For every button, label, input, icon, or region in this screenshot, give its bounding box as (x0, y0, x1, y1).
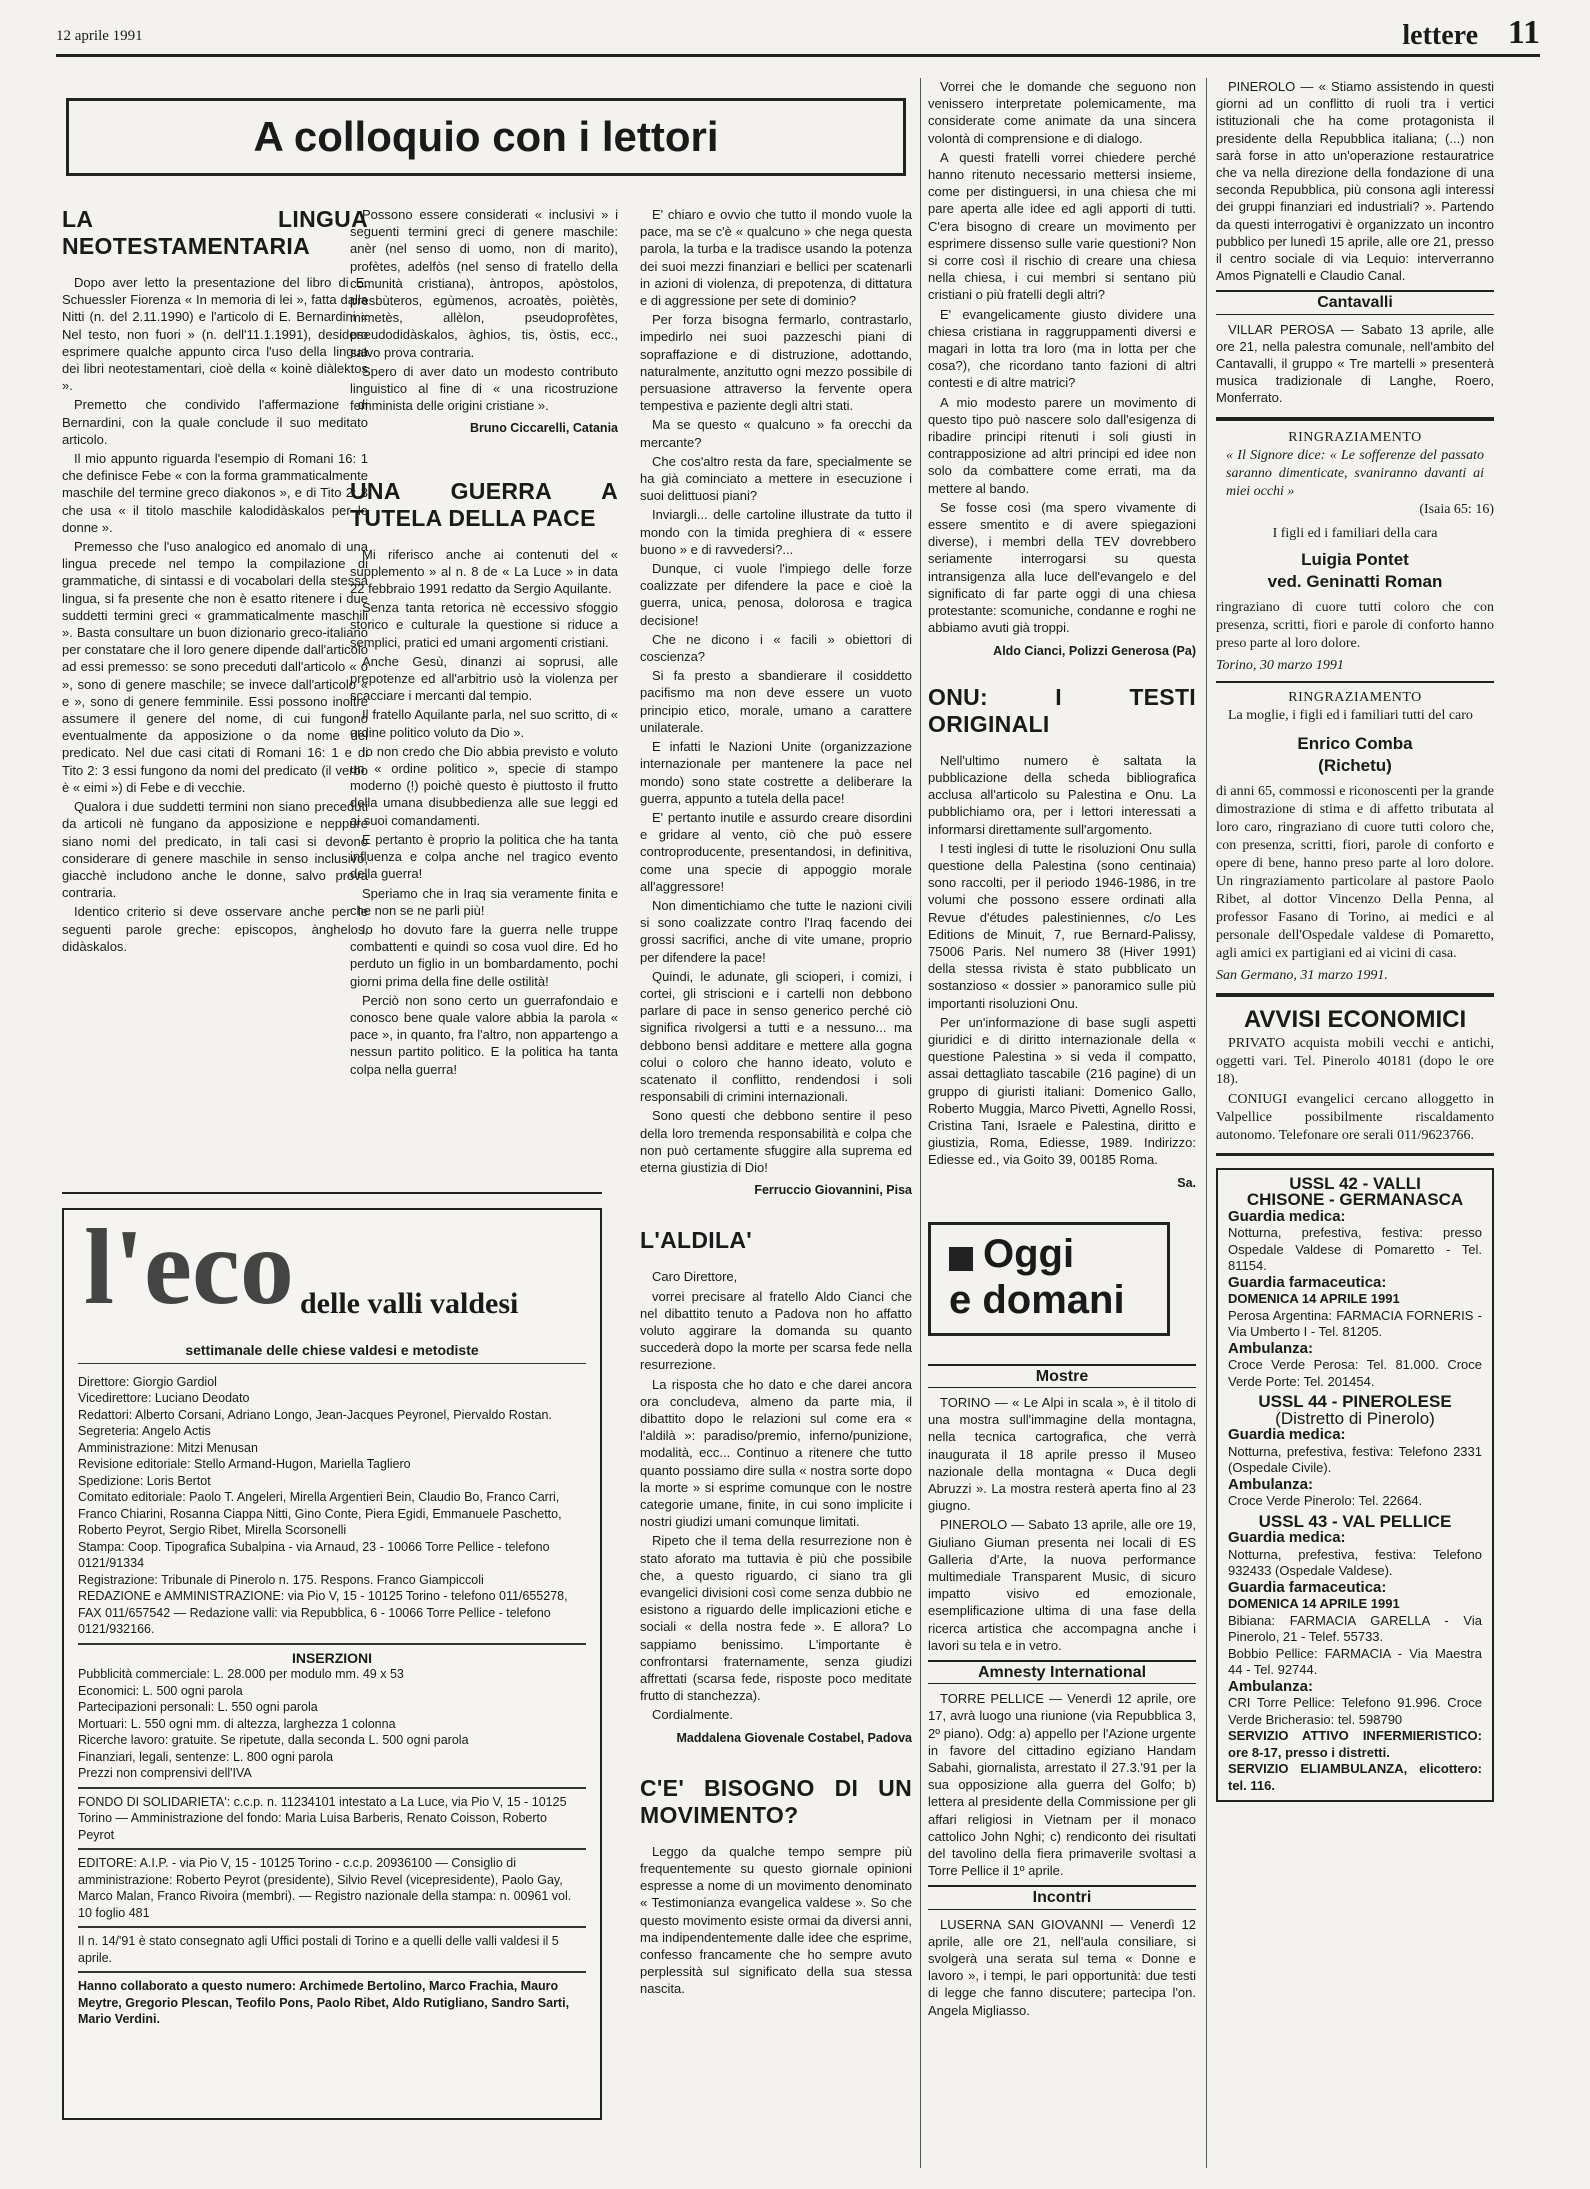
inserzione-line: Economici: L. 500 ogni parola (78, 1683, 243, 1698)
cantavalli-heading: Cantavalli (1216, 290, 1494, 314)
ringraziamento-heading: RINGRAZIAMENTO (1288, 689, 1422, 705)
article-paragraph: Io non credo che Dio abbia previsto e voluto un « ordine politico », specie di stampo moderno (!) poichè questo è piuttosto il frutto della umana disubbedienza alle sue leggi ed ai suoi comandamenti. (350, 743, 618, 828)
article-paragraph: Il mio appunto riguarda l'esempio di Romani 16: 1 che definisce Febe « con la forma grammaticalmente maschile del termine greco diakonos », e di Tito 2: 3 che usa « il titolo maschile kalodidàskalos per le donne ». (62, 451, 368, 535)
article-paragraph: Caro Direttore, (652, 1269, 738, 1285)
inserzioni-heading: INSERZIONI (291, 1649, 373, 1666)
ussl-title-line2: CHISONE - GERMANASCA (1246, 1190, 1464, 1210)
article-title: UNA GUERRA A TUTELA DELLA PACE (350, 477, 618, 531)
article-title: ONU: I TESTI ORIGINALI (928, 683, 1196, 737)
article-paragraph: Mi riferisco anche ai contenuti del « supplemento » al n. 8 de « La Luce » in data 22 febbraio 1991 redatto da Sergio Aquilante. (350, 546, 618, 597)
article-paragraph: Sono questi che debbono sentire il peso della loro tremenda responsabilità e colpa che non può certamente sfuggire alla suprema ed eterna giustizia di Dio! (640, 1108, 912, 1175)
ussl-text: Croce Verde Perosa: Tel. 81.000. Croce Verde Porte: Tel. 201454. (1228, 1357, 1482, 1389)
ringraziamento-ref: (Isaia 65: 16) (1419, 501, 1494, 517)
ussl-label: Guardia farmaceutica: (1228, 1578, 1387, 1596)
ringraziamento-quote: « Il Signore dice: « Le sofferenze del passato saranno dimenticate, svaniranno davanti ai miei occhi » (1226, 447, 1484, 499)
ussl-box (1216, 1168, 1494, 1803)
masthead-line: Comitato editoriale: Paolo T. Angeleri, Mirella Argentieri Bein, Claudio Bo, Franco Carri, Franco Chiarini, Rosanna Ciappa Nitti, Gino Conte, Piera Egidi, Emmanuele Paschetto, Roberto Peyrot, Sergio Ribet, Mirella Scorsonelli (78, 1490, 562, 1537)
avviso-item: PRIVATO acquista mobili vecchi e antichi, oggetti vari. Tel. Pinerolo 40181 (dopo le ore 18). (1216, 1035, 1494, 1087)
article-movimento-continued (928, 78, 1196, 2019)
incontri-paragraph: LUSERNA SAN GIOVANNI — Venerdì 12 aprile, alle ore 21, nell'aula consiliare, si svolgerà una serata sul tema « Donne e lavoro », i tempi, le pari opportunità: due testi di legge che fanno discutere; partecipa l'on. Angela Migliasso. (928, 1916, 1196, 2018)
masthead-line: Direttore: Giorgio Gardiol (78, 1374, 217, 1389)
masthead-logo-tail: delle valli valdesi (300, 1287, 519, 1320)
ringraziamento-intro: I figli ed i familiari della cara (1272, 525, 1438, 541)
article-paragraph: E' evangelicamente giusto dividere una chiesa cristiana in raggruppamenti diversi e magari in lotta tra loro (ma in lotta per che cosa?), che ricordano tanto fazioni di altri contesti e di altre matrici? (928, 306, 1196, 391)
ussl-label: Ambulanza: (1228, 1339, 1314, 1357)
ussl-text: SERVIZIO ATTIVO INFERMIERISTICO: ore 8-17, presso i distretti. (1228, 1728, 1482, 1760)
inserzione-line: Ricerche lavoro: gratuite. Se ripetute, dalla seconda L. 500 ogni parola (78, 1733, 469, 1747)
ringraziamento-heading: RINGRAZIAMENTO (1288, 429, 1422, 445)
article-paragraph: Che ne dicono i « facili » obiettori di coscienza? (640, 631, 912, 665)
deceased-name-line2: (Richetu) (1318, 755, 1392, 775)
feature-title: A colloquio con i lettori (253, 113, 719, 160)
masthead-consegnato: Il n. 14/'91 è stato consegnato agli Uffici postali di Torino e a quelli delle valli valdesi il 5 aprile. (78, 1934, 559, 1965)
article-paragraph: E pertanto è proprio la politica che ha tanta influenza e colpa anche nel tragico evento della guerra! (350, 831, 618, 882)
inserzione-line: Prezzi non comprensivi dell'IVA (78, 1766, 252, 1780)
article-signature: Aldo Cianci, Polizzi Generosa (Pa) (993, 643, 1196, 658)
ussl-text: Notturna, prefestiva, festiva: presso Ospedale Valdese di Pomaretto - Tel. 81154. (1228, 1225, 1482, 1274)
amnesty-heading: Amnesty International (928, 1660, 1196, 1684)
article-paragraph: Nell'ultimo numero è saltata la pubblicazione della scheda bibliografica acclusa all'articolo su Palestina e Onu. La pubblichiamo ora, per i lettori interessati a informarsi direttamente sull'argomento. (928, 752, 1196, 837)
ussl-label: Guardia farmaceutica: (1228, 1273, 1387, 1291)
ussl-text: Croce Verde Pinerolo: Tel. 22664. (1228, 1493, 1423, 1509)
deceased-name: Enrico Comba (1297, 733, 1413, 753)
ringraziamento-body: di anni 65, commossi e riconoscenti per la grande dimostrazione di stima e di affetto tributata al loro caro, ringraziano di cuore tutti coloro che, con presenza, scritti, fiori, parole di conforto e opere di bene, hanno preso parte al loro dolore. Un ringraziamento particolare al pastore Paolo Ribet, al dottor Vincenzo Della Penna, al professor Fasano di Torino, ai medici e al personale dell'Ospedale valdese di Pomaretto, agli amici ex partigiani ed ai vicini di casa. (1216, 783, 1494, 961)
article-paragraph: Inviargli... delle cartoline illustrate da tutto il mondo con la timida preghiera di « essere buono » e di ravvedersi?... (640, 507, 912, 557)
article-paragraph: Non dimentichiamo che tutte le nazioni civili si sono coalizzate contro l'Iraq facendo dei grossi sacrifici, anche di vite umane, proprio per difendere la pace! (640, 897, 912, 965)
section-rule (62, 1192, 602, 1194)
page-header (56, 14, 1540, 56)
article-paragraph: vorrei precisare al fratello Aldo Cianci che nel dibattito tenuto a Padova non ho affatto voluto aggirare la domanda su quanto succederà dopo la morte per scarsa fede nella resurrezione. (640, 1288, 912, 1373)
masthead-line: Vicedirettore: Luciano Deodato (78, 1391, 250, 1405)
masthead-line: Revisione editoriale: Stello Armand-Hugon, Mariella Tagliero (78, 1457, 411, 1471)
ringraziamento-pontet (1216, 429, 1494, 675)
ringraziamento-place-date: Torino, 30 marzo 1991 (1216, 657, 1344, 673)
article-signature: Sa. (1177, 1175, 1196, 1190)
inserzione-line: Pubblicità commerciale: L. 28.000 per modulo mm. 49 x 53 (78, 1667, 404, 1681)
inserzione-line: Mortuari: L. 550 ogni mm. di altezza, larghezza 1 colonna (78, 1716, 396, 1731)
ussl-label: Ambulanza: (1228, 1475, 1314, 1493)
inserzione-line: Partecipazioni personali: L. 550 ogni parola (78, 1700, 318, 1714)
article-paragraph: Cordialmente. (652, 1707, 733, 1723)
ussl-label: Guardia medica: (1228, 1426, 1346, 1444)
masthead-line: Redattori: Alberto Corsani, Adriano Longo, Jean-Jacques Peyronel, Piervaldo Rostan. (78, 1407, 552, 1422)
article-paragraph: La risposta che ho dato e che darei ancora ora concludeva, almeno da parte mia, il dibattito dopo le relazioni sul come era « l'aldilà »: paradiso/premio, inferno/punizione, modalità, ecc... Continuo a ritenere che tutto quanto possiamo dire sulla « nostra sorte dopo la morte » si esprime comunque con le nostre categorie umane, finite, in cui sono implicite i nostri giudizi umani comunque limitati. (640, 1376, 912, 1530)
article-paragraph: Dopo aver letto la presentazione del libro di E. Schuessler Fiorenza « In memoria di lei », fatta dalla Nitti (n. del 2.11.1990) e l'articolo di E. Bernardini « Nel testo, non fuori » (n. dell'11.1.1991), desidero esprimere qualche appunto circa l'uso della lingua dei libri neotestamentari, cioè della « koinè diàlektos ». (62, 275, 368, 394)
article-lingua-continued (350, 206, 618, 1080)
header-section: lettere (1402, 20, 1478, 51)
article-paragraph: Perciò non sono certo un guerrafondaio e conosco bene quale valore abbia la parola « pace », in quanto, fra l'altro, non appartengo a nessun partito politico. E la politica ha tanta colpa nella guerra! (350, 992, 618, 1077)
article-paragraph: Il fratello Aquilante parla, nel suo scritto, di « ordine politico voluto da Dio ». (350, 707, 618, 740)
avviso-item: CONIUGI evangelici cercano alloggetto in Valpellice possibilmente riscaldamento autonomo. Telefonare ore serali 011/9623766. (1216, 1091, 1494, 1143)
amnesty-paragraph: TORRE PELLICE — Venerdì 12 aprile, ore 17, avrà luogo una riunione (via Repubblica 3, 2º piano). Odg: a) appello per l'Azione urgente in favore del cittadino egiziano Handam Sabahi, giornalista, arrestato il 27.3.'91 per la sua opposizione alla guerra del Golfo; b) lettera al presidente della Commissione per gli affari religiosi in Vietnam per il monaco cattolico John Nghi; c) rendiconto dei risultati del tavolino della fiera primaverile svoltasi a Torre Pellice il 1º aprile. (928, 1691, 1196, 1879)
ussl-label: Guardia medica: (1228, 1207, 1346, 1225)
article-paragraph: Che cos'altro resta da fare, specialmente se ha già cominciato a mettere in esecuzione i suoi delittuosi piani? (640, 453, 912, 504)
column-rule (920, 78, 921, 2168)
avvisi-economici (1216, 1005, 1494, 1145)
article-paragraph: Quindi, le adunate, gli scioperi, i comizi, i cortei, gli striscioni e i cartelli non debbono parlare di pace in senso generico perché ciò significa rivolgersi a tutti e a nessuno... ma debbono bensì additare e mettere alla gogna colui o coloro che hanno ideato, voluto e scatenato il conflitto, rendendosi i soli responsabili di crimini internazionali. (640, 968, 912, 1105)
masthead-fondo: FONDO DI SOLIDARIETA': c.c.p. n. 11234101 intestato a La Luce, via Pio V, 15 - 10125 Torino — Amministrazione del fondo: Maria Luisa Barberis, Renato Coisson, Roberto Peyrot (78, 1794, 567, 1842)
ussl-label: Ambulanza: (1228, 1677, 1314, 1695)
incontri-heading: Incontri (928, 1885, 1196, 1909)
masthead-editore: EDITORE: A.I.P. - via Pio V, 15 - 10125 Torino - c.c.p. 20936100 — Consiglio di amministrazione: Roberto Peyrot (presidente), Silvio Revel (vicepresidente), Paolo Gay, Marco Malan, Franco Rivoira (membri). — Registro nazionale della stampa: n. 00961 vol. 10 foglio 481 (78, 1856, 572, 1920)
deceased-name: Luigia Pontet (1301, 549, 1409, 569)
article-paragraph: Ripeto che il tema della resurrezione non è stato aforato ma tuttavia è più che possibile che, a questo riguardo, ci siano tra gli evangelici divisioni così come senza dubbio ne esistono a riguardo delle implicazioni etiche e sociali « della nostra fede ». E allora? Lo sappiamo benissimo. L'importante è confrontarsi fraternamente, senza giudizi affrettati (scarsa fede, risposte poco meditate frutto di stanchezza). (640, 1533, 912, 1704)
article-paragraph: E infatti le Nazioni Unite (organizzazione internazionale per mantenere la pace nel mondo) sono state costrette a deliberare la guerra, appunto a tutela della pace! (640, 739, 912, 806)
header-date: 12 aprile 1991 (56, 28, 143, 44)
mostre-paragraph: TORINO — « Le Alpi in scala », è il titolo di una mostra sull'immagine della montagna, nella tecnica cartografica, che verrà inaugurata il 18 aprile presso il Museo nazionale della montagna « Duca degli Abruzzi ». La mostra resterà aperta fino al 23 giugno. (928, 1394, 1196, 1514)
article-paragraph: Qualora i due suddetti termini non siano preceduti da articoli nè fungano da apposizione e neppure siano nomi del predicato, in tali casi si devono considerare di genere maschile in senso inclusivo, giacchè includono anche le donne, salvo prova contraria. (62, 799, 368, 901)
article-paragraph: Si fa presto a sbandierare il cosiddetto pacifismo ma non deve essere un vuoto principio etico, morale, umano a carattere unilaterale. (640, 668, 912, 735)
oggi-title-line2: e domani (949, 1277, 1125, 1322)
avvisi-heading: AVVISI ECONOMICI (1243, 1005, 1467, 1033)
article-signature: Bruno Ciccarelli, Catania (470, 421, 618, 436)
article-paragraph: Senza tanta retorica nè eccessivo sfoggio storico e culturale la questione si riduce a semplici, pratici ed umani argomenti cristiani. (350, 600, 618, 650)
feature-title-box (66, 98, 906, 176)
ussl-date: DOMENICA 14 APRILE 1991 (1228, 1291, 1400, 1307)
right-column (1216, 78, 1494, 1802)
pinerolo-paragraph: PINEROLO — « Stiamo assistendo in questi giorni ad un conflitto di ruoli tra i vertici istituzionali che ha come protagonista il presidente della Repubblica italiana; (...) non sarà forse in atto un'operazione restauratrice che va nella direzione della fondazione di una seconda Repubblica, più consona agli interessi dei gruppi finanziari ed industriali? ». Partendo da questi interrogativi è organizzato un incontro pubblico per lunedì 15 aprile, alle ore 21, presso il centro sociale di via Lequio: interverranno Amos Pignatelli e Claudio Canal. (1216, 79, 1494, 284)
ussl-text: CRI Torre Pellice: Telefono 91.996. Croce Verde Bricherasio: tel. 598790 (1228, 1695, 1482, 1727)
ussl-text: Perosa Argentina: FARMACIA FORNERIS - Via Umberto I - Tel. 81205. (1228, 1307, 1482, 1340)
ussl-title-line2: (Distretto di Pinerolo) (1275, 1408, 1435, 1428)
ussl-label: Guardia medica: (1228, 1529, 1346, 1547)
inserzione-line: Finanziari, legali, sentenze: L. 800 ogni parola (78, 1749, 334, 1764)
cantavalli-paragraph: VILLAR PEROSA — Sabato 13 aprile, alle ore 21, nella palestra comunale, nell'ambito del Cantavalli, il gruppo « Tre martelli » presenterà musica tradizionale di Langhe, Roero, Monferrato. (1216, 321, 1494, 406)
article-signature: Maddalena Giovenale Costabel, Padova (676, 1730, 912, 1745)
oggi-e-domani-box (928, 1222, 1170, 1336)
article-paragraph: Leggo da qualche tempo sempre più frequentemente su questo giornale opinioni espresse a nome di un movimento denominato « Testimonianza evangelica valdese ». So che questo movimento esiste ormai da diversi anni, ma indipendentemente dalle idee che esprime, confesso francamente che ho sempre avuto perplessità sul significato della sua stessa nascita. (640, 1843, 912, 1997)
article-paragraph: Premetto che condivido l'affermazione di Bernardini, con la quale conclude il suo meditato articolo. (62, 397, 368, 447)
article-title: L'ALDILA' (640, 1227, 753, 1254)
article-paragraph: I testi inglesi di tutte le risoluzioni Onu sulla questione della Palestina (sono centinaia) sono raccolti, per il periodo 1946-1986, in tre volumi che possono essere ordinati alla Revue d'études palestiniennes, c/o Les Editions de Minuit, 7, rue Bernard-Palissy, 75006 Paris. Nel numero 38 (Hiver 1991) della stessa rivista è stato pubblicato un sostanzioso « dossier » panoramico sulle più importanti risoluzioni Onu. (928, 840, 1196, 1011)
article-paragraph: Possono essere considerati « inclusivi » i seguenti termini greci di genere maschile: anèr (nel senso di uomo, non di marito), profètes, adelfòs (nel senso di fratello della comunità cristiana), àntropos, apòstolos, presbùteros, egùmenos, acroatès, poiètès, mimetès, allèlon, pseudoprofètes, pseudodidàskalos, àghios, tis, òstis, ecc., salvo prova contraria. (350, 207, 618, 360)
article-paragraph: Dunque, ci vuole l'impiego delle forze coalizzate per difendere la pace e cioè la guerra, unica, penosa, dolorosa e tragica decisione! (640, 561, 912, 628)
ringraziamento-comba (1216, 689, 1494, 985)
ussl-title: USSL 44 - PINEROLESE (1258, 1392, 1452, 1412)
article-paragraph: A questi fratelli vorrei chiedere perché hanno ritenuto necessario mettersi insieme, come per distinguersi, in una chiesa che mi pare aperta alle idee ed agli apporti di tutti. C'era bisogno di creare un movimento per esprimere dissenso sulle varie questioni? Non si corre così il rischio di creare una chiesa nella chiesa, i cui membri si sentano più cristiani o più fratelli degli altri? (928, 149, 1196, 303)
article-title: C'E' BISOGNO DI UN MOVIMENTO? (640, 1774, 912, 1828)
article-paragraph: E' chiaro e ovvio che tutto il mondo vuole la pace, ma se c'è « qualcuno » che nega questa parola, la turba e la tradisce usando la potenza dei suoi mezzi finanziari e bellici per scatenarli in azioni di violenza, di prepotenza, di dittatura e di aggressione per sete di dominio? (640, 207, 912, 309)
article-paragraph: Identico criterio si deve osservare anche per le seguenti parole greche: episcopos, ànghelos, didàskalos. (62, 904, 368, 954)
ussl-text: Bobbio Pellice: FARMACIA - Via Maestra 44 - Tel. 92744. (1228, 1645, 1482, 1678)
article-lingua (62, 206, 368, 957)
ussl-text: SERVIZIO ELIAMBULANZA, elicottero: tel. 116. (1228, 1761, 1482, 1793)
article-signature: Ferruccio Giovannini, Pisa (754, 1183, 912, 1198)
ringraziamento-body: ringraziano di cuore tutti coloro che con presenza, scritti, fiori e parole di conforto hanno preso parte al loro dolore. (1216, 599, 1494, 651)
article-paragraph: Ma se questo « qualcuno » fa orecchi da mercante? (640, 417, 912, 450)
article-paragraph: Spero di aver dato un modesto contributo linguistico al fine di « una ricostruzione femminista delle origini cristiane ». (350, 363, 618, 414)
article-title: LA LINGUA NEOTESTAMENTARIA (62, 206, 368, 259)
masthead-logo: l'eco (84, 1208, 294, 1327)
article-paragraph: Speriamo che in Iraq sia veramente finita e che non se ne parli più! (350, 885, 618, 918)
masthead-line: Spedizione: Loris Bertot (78, 1473, 211, 1488)
article-paragraph: E' pertanto inutile e assurdo creare disordini e gridare al vento, ciò che può essere controproducente, presentandosi, in definitiva, come una specie di appoggio morale all'aggressore! (640, 809, 912, 894)
article-paragraph: Per forza bisogna fermarlo, contrastarlo, impedirlo nei suoi pazzeschi piani di sopraffazione e di distruzione, adottando, naturalmente, anzitutto ogni mezzo possibile di persuasione attraverso la fervente opera tempestiva e paziente degli altri stati. (640, 312, 912, 414)
masthead-line: Stampa: Coop. Tipografica Subalpina - via Arnaud, 23 - 10066 Torre Pellice - telefono 0121/91334 (78, 1539, 550, 1570)
masthead-line: Amministrazione: Mitzi Menusan (78, 1440, 258, 1455)
article-paragraph: Se fosse così (ma spero vivamente di essere smentito e di avere spiegazioni diverse), i membri della TEV dovrebbero seriamente interrogarsi su questa intransigenza alla luce dell'evangelo e del significato di far parte oggi di una chiesa protestante: scomuniche, condanne e roghi ne abbiamo avuti già troppi. (928, 499, 1196, 636)
ussl-title: USSL 43 - VAL PELLICE (1258, 1511, 1452, 1531)
masthead-line: REDAZIONE e AMMINISTRAZIONE: via Pio V, 15 - 10125 Torino - telefono 011/655278, FAX 011/657542 — Redazione valli: via Repubblica, 6 - 10066 Torre Pellice - telefono 0121/932166. (78, 1589, 568, 1636)
oggi-title-line1: Oggi (983, 1231, 1075, 1276)
article-guerra-continued (640, 206, 912, 2000)
article-paragraph: Io ho dovuto fare la guerra nelle truppe combattenti e quindi so cosa vuol dire. Ed ho perduto un figlio in un bombardamento, pochi giorni prima della fine delle ostilità! (350, 921, 618, 989)
article-paragraph: Premesso che l'uso analogico ed anomalo di una lingua precede nel tempo la compilazione di grammatiche, di sintassi e di vocabolari della stessa lingua, si fa presente che non è esatto ritenere i due suddetti termini greci « grammaticalmente maschili ». Basta consultare un buon dizionario greco-italiano per constatare che il loro genere dipende dall'articolo ad essi premesso: se sono preceduti dall'articolo « o », sono di genere maschile; se invece dall'articolo « e », sono di genere femminile. Essi possono inoltre assumere il genere del nome, di cui fungono eventualmente da apposizione o da nome del predicato. Nel due casi citati di Romani 16: 1 e di Tito 2: 3 essi fungono da nomi del predicato (il verbo è « eimi ») di Febe e di vecchie. (62, 539, 368, 795)
deceased-name-line2: ved. Geninatti Roman (1267, 571, 1443, 591)
ussl-date: DOMENICA 14 APRILE 1991 (1228, 1596, 1400, 1612)
masthead-subtitle: settimanale delle chiese valdesi e metodiste (78, 1342, 586, 1364)
article-paragraph: A mio modesto parere un movimento di questo tipo può nascere solo dall'esigenza di ribadire principi ritenuti i soli giusti in contrapposizione ad altri principi ed idee non solo da combattere come errati, ma da mettere al bando. (928, 394, 1196, 496)
ussl-text: Bibiana: FARMACIA GARELLA - Via Pinerolo, 21 - Telef. 55733. (1228, 1612, 1482, 1645)
masthead-line: Registrazione: Tribunale di Pinerolo n. 175. Respons. Franco Giampiccoli (78, 1572, 484, 1587)
article-paragraph: Anche Gesù, dinanzi ai soprusi, alle prepotenze ed all'arbitrio usò la violenza per scacciare i mercanti dal tempio. (350, 653, 618, 704)
article-paragraph: Vorrei che le domande che seguono non venissero interpretate polemicamente, ma considerate come animate da una sincera volontà di comprensione e di dialogo. (928, 79, 1196, 146)
ussl-text: Notturna, prefestiva, festiva: Telefono 2331 (Ospedale Civile). (1228, 1443, 1482, 1476)
header-page-number: 11 (1507, 14, 1540, 51)
header-rule (56, 54, 1540, 57)
ringraziamento-place-date: San Germano, 31 marzo 1991. (1216, 967, 1388, 983)
masthead-line: Segreteria: Angelo Actis (78, 1424, 211, 1438)
masthead-collaborato: Hanno collaborato a questo numero: Archimede Bertolino, Marco Frachia, Mauro Meytre, Gregorio Plescan, Teofilo Pons, Paolo Ribet, Aldo Rutigliano, Sandro Sarti, Mario Verdini. (78, 1979, 570, 2026)
ringraziamento-intro: La moglie, i figli ed i familiari tutti del caro (1228, 707, 1473, 723)
square-icon (949, 1247, 973, 1271)
article-paragraph: Per un'informazione di base sugli aspetti giuridici e di diritto internazionale della « questione Palestina » si veda il compatto, assai dettagliato tascabile (216 pagine) di un gruppo di giuristi italiani: Domenico Gallo, Roberto Muggia, Marco Pivetti, Agnello Rossi, Cristina Tani, Israele e Palestina, diritto e giustizia, Roma, Ediesse, 1989. Indirizzo: Ediesse ed., via Goito 39, 00185 Roma. (928, 1014, 1196, 1168)
mostre-paragraph: PINEROLO — Sabato 13 aprile, alle ore 19, Giuliano Giuman presenta nei locali di ES Galleria d'Arte, la nuova performance multimediale Transparent Music, di sicuro impatto visivo ed emozionale, esemplificazione ultima di una fase della ricerca artistica che accompagna anche i lavori su tela e in vetro. (928, 1517, 1196, 1653)
masthead-box (62, 1208, 602, 2120)
mostre-heading: Mostre (928, 1364, 1196, 1388)
column-rule (1206, 78, 1207, 2168)
ussl-title: USSL 42 - VALLI (1289, 1173, 1421, 1193)
ussl-text: Notturna, prefestiva, festiva: Telefono 932433 (Ospedale Valdese). (1228, 1546, 1482, 1579)
